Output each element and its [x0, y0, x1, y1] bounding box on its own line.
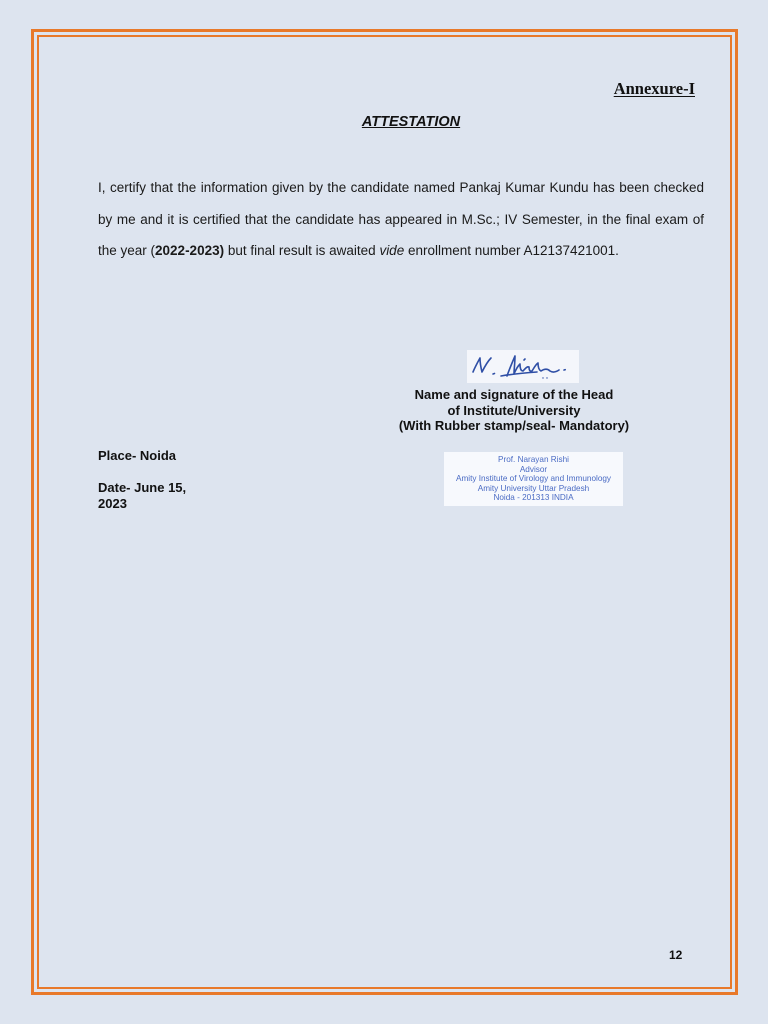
paragraph-vide: vide — [379, 243, 405, 258]
handwritten-signature — [467, 350, 579, 383]
attestation-paragraph — [98, 172, 704, 267]
stamp-line-address: Noida - 201313 INDIA — [493, 493, 574, 503]
signature-caption-line-2: of Institute/University — [447, 402, 581, 418]
signature-caption — [380, 387, 648, 434]
date-line-1: Date- June 15, — [98, 480, 187, 495]
date-line-2: 2023 — [98, 495, 127, 511]
stamp-line-title: Advisor — [519, 464, 548, 474]
document-title: ATTESTATION — [361, 114, 461, 130]
paragraph-text-1: I, certify that the information given by the candidate named Pankaj Kumar Kundu has been checked by me and it is certified that the candidate has appeared in M.Sc.; IV Semester, in the final exam of the year ( — [98, 180, 704, 258]
official-stamp — [444, 452, 623, 506]
signature-caption-line-3: (With Rubber stamp/seal- Mandatory) — [398, 418, 630, 433]
paragraph-year: 2022-2023) — [155, 243, 225, 258]
stamp-line-name: Prof. Narayan Rishi — [498, 455, 569, 464]
paragraph-text-2: but final result is awaited — [224, 243, 380, 258]
stamp-line-institute: Amity Institute of Virology and Immunology — [455, 474, 612, 484]
place-label: Place- Noida — [98, 448, 177, 463]
paragraph-text-3: enrollment number A12137421001. — [404, 243, 619, 258]
signature-caption-line-1: Name and signature of the Head — [414, 387, 614, 402]
page-number: 12 — [669, 948, 683, 962]
annexure-label: Annexure-I — [613, 79, 695, 98]
date-label — [98, 480, 208, 511]
stamp-line-university: Amity University Uttar Pradesh — [477, 483, 590, 493]
